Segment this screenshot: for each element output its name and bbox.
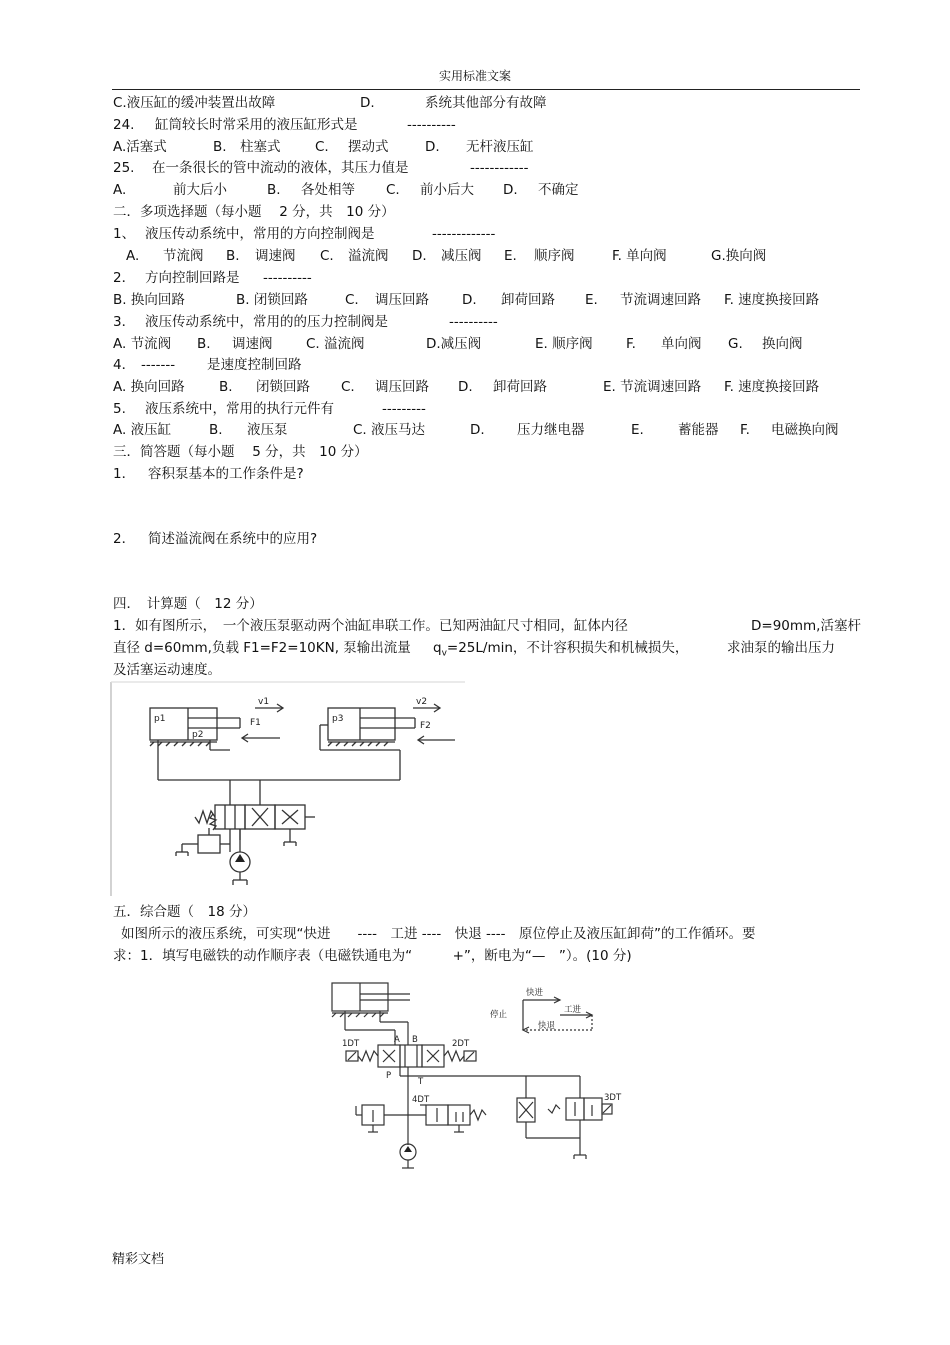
m3-blank: ---------- [449,314,498,330]
label-p1: p1 [154,714,166,724]
label-stop: 停止 [490,1010,508,1020]
c1-line3: 及活塞运动速度。 [113,662,221,678]
m2-number: 2． [113,270,136,286]
q24-opt-d-label: D. [425,139,440,155]
c1-line2-q [433,639,688,663]
c1-line1: 1．如有图所示， 一个液压泵驱动两个油缸串联工作。已知两油缸尺寸相同，缸体内径 [113,618,628,634]
label-3dt: 3DT [604,1093,622,1103]
q25-opt-a: 前大后小 [173,182,227,198]
m4-opt-a: A. 换向回路 [113,379,185,395]
m1-opt-a: 节流阀 [163,248,204,264]
page-footer: 精彩文档 [112,1252,165,1267]
q24-opt-b-label: B. [213,139,227,155]
label-v2: v2 [416,697,428,707]
m2-blank: ---------- [263,270,312,286]
series-cylinder-circuit-figure [110,680,466,898]
label-v1: v1 [258,697,270,707]
m3-opt-e: E. 顺序阀 [535,336,593,352]
m1-opt-g: G.换向阀 [711,248,767,264]
m2-opt-c-label: C. [345,292,359,308]
q25-opt-b-label: B. [267,182,281,198]
z1-line2: 求：1．填写电磁铁的动作顺序表（电磁铁通电为“ +”，断电为“— ”）。(10 分) [113,948,632,964]
page-header: 实用标准文案 [438,69,511,83]
m5-opt-c: C. 液压马达 [353,422,426,438]
m3-opt-c: C. 溢流阀 [306,336,365,352]
label-B: B [412,1035,418,1045]
c1-line2-end: 求油泵的输出压力 [727,640,835,656]
m5-opt-f: 电磁换向阀 [771,422,839,438]
section4-title: 四． 计算题（ 12 分） [113,596,263,612]
q24-opt-b: 柱塞式 [240,139,281,155]
label-fast-back: 快退 [538,1021,556,1031]
m1-opt-b: 调速阀 [255,248,296,264]
q23-option-d: 系统其他部分有故障 [425,95,547,111]
m3-text: 液压传动系统中，常用的的压力控制阀是 [145,314,388,330]
q24-blank: ---------- [407,117,456,133]
m4-opt-b-label: B. [219,379,233,395]
label-1dt: 1DT [342,1039,360,1049]
m3-opt-f-label: F. [626,336,636,352]
m2-text: 方向控制回路是 [145,270,240,286]
m5-opt-f-label: F. [740,422,750,438]
m4-opt-d: 卸荷回路 [493,379,547,395]
m1-opt-b-label: B. [226,248,240,264]
m1-opt-a-label: A. [126,248,140,264]
m5-opt-e: 蓄能器 [678,422,719,438]
m3-opt-g-label: G. [728,336,743,352]
s2-text: 简述溢流阀在系统中的应用? [148,531,318,547]
m3-opt-g: 换向阀 [762,336,803,352]
m4-opt-d-label: D. [458,379,473,395]
label-F2: F2 [420,721,431,731]
hydraulic-system-figure [330,980,630,1190]
m3-number: 3． [113,314,136,330]
label-T: T [418,1077,424,1087]
flow-value: =25L/min，不计容积损失和机械损失， [446,640,689,656]
label-P: P [386,1071,392,1081]
q25-blank: ------------ [470,160,529,176]
q24-opt-c: 摆动式 [348,139,389,155]
q25-opt-a-label: A. [113,182,127,198]
q25-opt-c: 前小后大 [420,182,474,198]
c1-line1-d: D=90mm,活塞杆 [751,618,861,634]
m3-opt-b: 调速阀 [232,336,273,352]
z1-line1: 如图所示的液压系统，可实现“快进 ---- 工进 ---- 快退 ---- 原位停止及液压缸卸荷”的工作循环。要 [121,926,756,942]
q24-opt-d: 无杆液压缸 [466,139,534,155]
m1-opt-e-label: E. [504,248,517,264]
m4-number: 4． [113,357,136,373]
m3-opt-d: D.减压阀 [426,336,482,352]
m3-opt-a: A. 节流阀 [113,336,172,352]
q25-text: 在一条很长的管中流动的液体，其压力值是 [152,160,409,176]
m2-opt-b: B. 闭锁回路 [236,292,308,308]
m2-opt-a: B. 换向回路 [113,292,185,308]
label-p2: p2 [192,730,204,740]
q25-opt-d: 不确定 [538,182,579,198]
relief-valve [198,835,220,853]
m4-text: 是速度控制回路 [207,357,302,373]
m5-opt-d-label: D. [470,422,485,438]
label-work-forward: 工进 [564,1005,582,1015]
m4-opt-c-label: C. [341,379,355,395]
m2-opt-c: 调压回路 [375,292,429,308]
label-p3: p3 [332,714,344,724]
m5-opt-a: A. 液压缸 [113,422,172,438]
m1-opt-e: 顺序阀 [534,248,575,264]
m5-opt-e-label: E. [631,422,644,438]
q25-opt-d-label: D. [503,182,518,198]
flow-symbol-sub-v: v [441,648,447,659]
m4-opt-c: 调压回路 [375,379,429,395]
q25-opt-b: 各处相等 [301,182,355,198]
s1-number: 1． [113,466,136,482]
q25-number: 25. [113,160,135,176]
label-F1: F1 [250,718,261,728]
m3-opt-b-label: B. [197,336,211,352]
section3-title: 三．简答题（每小题 5 分，共 10 分） [113,444,368,460]
m2-opt-d: 卸荷回路 [501,292,555,308]
s1-text: 容积泵基本的工作条件是? [148,466,304,482]
section5-title: 五．综合题（ 18 分） [113,904,256,920]
q24-text: 缸筒较长时常采用的液压缸形式是 [155,117,358,133]
m5-opt-b-label: B. [209,422,223,438]
m3-opt-f: 单向阀 [661,336,702,352]
s2-number: 2． [113,531,136,547]
q23-option-d-label: D. [360,95,375,111]
m4-opt-e: E. 节流调速回路 [603,379,702,395]
m4-blank: ------- [141,357,176,373]
m1-opt-f: F. 单向阀 [612,248,667,264]
header-rule [112,89,860,90]
label-fast-forward: 快进 [526,988,544,998]
m5-number: 5. [113,401,126,417]
q24-opt-a: A.活塞式 [113,139,167,155]
cylinder-2 [328,708,395,740]
q25-opt-c-label: C. [386,182,400,198]
c1-line2: 直径 d=60mm,负载 F1=F2=10KN, 泵输出流量 [113,640,411,656]
m1-blank: ------------- [432,226,496,242]
m5-opt-d: 压力继电器 [517,422,585,438]
q24-number: 24. [113,117,135,133]
label-A: A [394,1035,400,1045]
m5-opt-b: 液压泵 [247,422,288,438]
label-4dt: 4DT [412,1095,430,1105]
m1-opt-d: 减压阀 [441,248,482,264]
flow-symbol-q: q [433,640,442,656]
m1-opt-d-label: D. [412,248,427,264]
m1-opt-c-label: C. [320,248,334,264]
cylinder-1 [150,708,217,740]
label-2dt: 2DT [452,1039,470,1049]
m2-opt-e-label: E. [585,292,598,308]
m4-opt-b: 闭锁回路 [256,379,310,395]
directional-valve-left [215,805,245,829]
m4-opt-f: F. 速度换接回路 [724,379,820,395]
m2-opt-d-label: D. [462,292,477,308]
m2-opt-f: F. 速度换接回路 [724,292,820,308]
q24-opt-c-label: C. [315,139,329,155]
m2-opt-e: 节流调速回路 [620,292,701,308]
section2-title: 二．多项选择题（每小题 2 分，共 10 分） [113,204,395,220]
m1-number: 1、 [113,226,136,242]
m1-text: 液压传动系统中，常用的方向控制阀是 [145,226,375,242]
m1-opt-c: 溢流阀 [348,248,389,264]
q23-option-c: C.液压缸的缓冲装置出故障 [113,95,276,111]
m5-text: 液压系统中，常用的执行元件有 [145,401,334,417]
m5-blank: --------- [382,401,426,417]
